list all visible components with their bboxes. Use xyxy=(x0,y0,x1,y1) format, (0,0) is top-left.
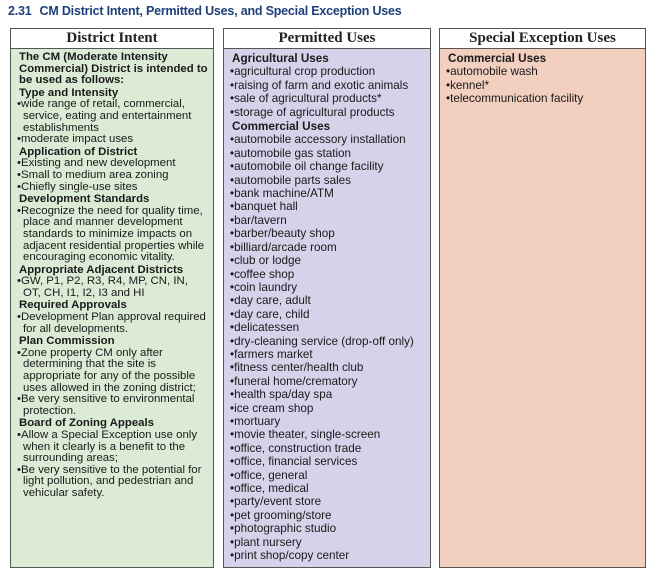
list-item: •day care, child xyxy=(230,307,310,321)
section-title: Type and Intensity xyxy=(19,86,119,99)
list-item: •automobile gas station xyxy=(230,146,352,160)
list-item: •office, construction trade xyxy=(230,441,362,455)
list-item: •Development Plan approval required for all developments. xyxy=(17,311,206,335)
district-intent-body xyxy=(11,49,213,500)
permitted-uses-header: Permitted Uses xyxy=(224,29,430,49)
list-item: •kennel* xyxy=(446,78,490,92)
list-item: •funeral home/crematory xyxy=(230,374,358,388)
list-item: •health spa/day spa xyxy=(230,388,333,402)
list-item: •storage of agricultural products xyxy=(230,105,395,119)
list-item: •dry-cleaning service (drop-off only) xyxy=(230,334,414,348)
list-item: •farmers market xyxy=(230,347,313,361)
section-title: Application of District xyxy=(19,145,138,158)
section-title: Agricultural Uses xyxy=(232,52,329,65)
list-item: •Chiefly single-use sites xyxy=(17,180,138,193)
special-exception-body xyxy=(440,49,645,106)
list-item: •raising of farm and exotic animals xyxy=(230,78,409,92)
section-title: Board of Zoning Appeals xyxy=(19,417,154,430)
section-title: Required Approvals xyxy=(19,299,127,312)
list-item: •party/event store xyxy=(230,495,322,509)
list-item: •day care, adult xyxy=(230,294,311,308)
list-item: •Small to medium area zoning xyxy=(17,168,169,181)
district-intent-header: District Intent xyxy=(11,29,213,49)
special-exception-header: Special Exception Uses xyxy=(440,29,645,49)
list-item: •mortuary xyxy=(230,414,281,428)
list-item: •coffee shop xyxy=(230,267,295,281)
list-item: •automobile accessory installation xyxy=(230,133,406,147)
list-item: •sale of agricultural products* xyxy=(230,92,382,106)
list-item: •Zone property CM only after determining that the site is appropriate for any of the possible uses allowed in the zoning district; xyxy=(17,346,196,394)
list-item: •wide range of retail, commercial, service, eating and entertainment establishments xyxy=(17,98,192,134)
section-number: 2.31 xyxy=(8,4,32,18)
list-item: •bar/tavern xyxy=(230,213,287,227)
list-item: •Be very sensitive to the potential for light pollution, and pedestrian and vehicular safety. xyxy=(17,463,202,499)
list-item: •automobile wash xyxy=(446,65,538,79)
list-item: •photographic studio xyxy=(230,522,337,536)
section-title: Appropriate Adjacent Districts xyxy=(19,263,184,276)
permitted-uses-column xyxy=(223,28,431,568)
section-title: CM District Intent, Permitted Uses, and Special Exception Uses xyxy=(39,4,402,18)
list-item: •coin laundry xyxy=(230,280,298,294)
list-item: •automobile oil change facility xyxy=(230,160,384,174)
section-heading xyxy=(8,4,402,18)
list-item: •fitness center/health club xyxy=(230,361,364,375)
list-item: •banquet hall xyxy=(230,200,298,214)
list-item: •office, financial services xyxy=(230,455,358,469)
list-item: •barber/beauty shop xyxy=(230,227,335,241)
list-item: •telecommunication facility xyxy=(446,92,584,106)
list-item: •bank machine/ATM xyxy=(230,187,334,201)
list-item: •agricultural crop production xyxy=(230,65,376,79)
special-exception-column xyxy=(439,28,646,568)
list-item: •plant nursery xyxy=(230,535,302,549)
list-item: •pet grooming/store xyxy=(230,508,332,522)
list-item: •moderate impact uses xyxy=(17,133,134,146)
list-item: •print shop/copy center xyxy=(230,549,350,563)
list-item: •office, general xyxy=(230,468,308,482)
section-title: Commercial Uses xyxy=(448,52,547,65)
section-title: Commercial Uses xyxy=(232,120,331,134)
list-item: •billiard/arcade room xyxy=(230,240,337,254)
section-title: Plan Commission xyxy=(19,335,115,348)
district-intent-intro: The CM (Moderate Intensity Commercial) District is intended to be used as follows: xyxy=(19,51,208,87)
list-item: •office, medical xyxy=(230,482,309,495)
list-item: •Recognize the need for quality time, place and manner development standards to minimize impacts on adjacent residential properties while encouraging economic vitality. xyxy=(17,204,205,264)
list-item: •Be very sensitive to environmental protection. xyxy=(17,393,195,417)
list-item: •Allow a Special Exception use only when it clearly is a benefit to the surrounding areas; xyxy=(17,429,198,465)
list-item: •movie theater, single-screen xyxy=(230,428,381,442)
district-intent-column xyxy=(10,28,214,568)
list-item: •delicatessen xyxy=(230,321,300,335)
permitted-uses-body xyxy=(224,49,430,562)
list-item: •Existing and new development xyxy=(17,157,176,170)
list-item: •automobile parts sales xyxy=(230,173,352,187)
section-title: Development Standards xyxy=(19,193,150,206)
list-item: •GW, P1, P2, R3, R4, MP, CN, IN, OT, CH, I1, I2, I3 and HI xyxy=(17,275,188,299)
list-item: •ice cream shop xyxy=(230,401,314,415)
list-item: •club or lodge xyxy=(230,254,302,268)
